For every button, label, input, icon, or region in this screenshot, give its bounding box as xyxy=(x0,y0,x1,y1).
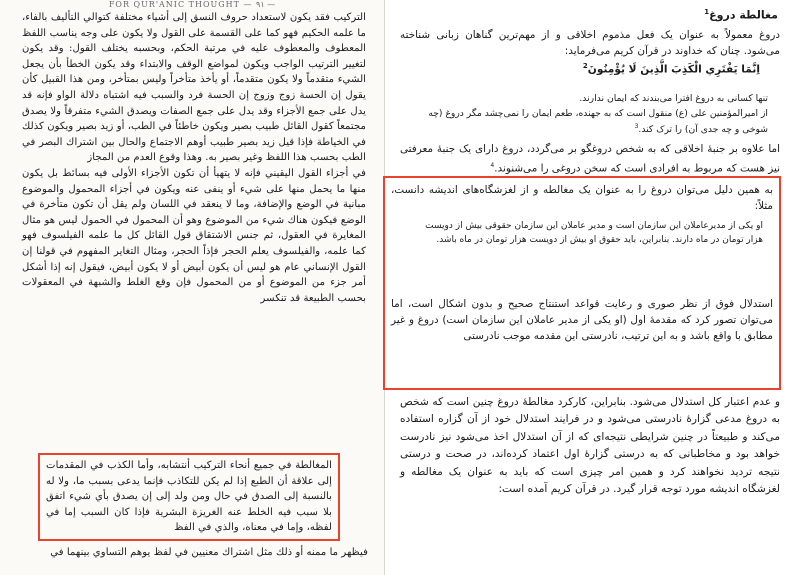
hadith-note-text: از امیرالمؤمنین علی (ع) منقول است که به جهنده، طعم ایمان را نمی‌چشد مگر دروغ (چه شوخی و چه جدی آن) را ترک کند. xyxy=(428,108,768,136)
epistemic-paragraph xyxy=(400,142,780,177)
quran-quote-text: اِنَّمَا يَفْتَرِي الْكَذِبَ الَّذِينَ لَا يُؤْمِنُونَ xyxy=(587,63,760,76)
quran-quote xyxy=(583,62,760,76)
left-body-paragraph: التركيب فقد يكون لاستعداد حروف النسق إلى أشياء مختلفة كتوالي التأليف بالفاء، ما علمه الحكيم فهو كما على القسمة على القول ولا يكون على وجه يناسب اللفظ المعطوف والمعطوف عليه في مرتبة الحكم، وبحسبه يختلف القول: وقد يكون لتغيير الترتيب الواجب ويكون لمواضع الوقف والابتداء وقد يكون الخطأ بأن يجعل الشيء متقدماً ولا يكون متقدماً، أو يأخذ متأخراً وليس بمتأخر، ومن هذا القبيل كأن يقول إن الحسة زوج وزوج إن الحسة فرد والسبب فيه اشتباه دلالة الواو فإنه قد يدل على جمع الأجزاء وقد يدل على جمع الصفات ويصدق الشيء متفرقاً ولا يصدق مجتمعاً كقول القائل طبيب بصير ويكون خاطئاً في الطب، أو زيد بصير ويكون كذلك في الخياطة فإذا قيل زيد بصير طبيب أوهم الاجتماع والحال بين اشتراك البصر في الطب بحسب هذا اللفظ وغير بصير به. وهذا وقوع العدم من المجاز xyxy=(22,12,366,164)
hadith-note xyxy=(410,107,768,136)
title-footnote-marker: 1 xyxy=(704,8,710,16)
highlight-analysis-paragraph: استدلال فوق از نظر صوری و رعایت قواعد استنتاج صحیح و بدون اشکال است، اما می‌توان تصور کرد که مقدمهٔ اول (او یکی از مدیر عاملان این سازمان است) دروغ و غیر مطابق با واقع باشد و به این ترتیب، نادرستی این مقدمه موجب نادرستی xyxy=(391,298,773,342)
closing-paragraph: و عدم اعتبار کل استدلال می‌شود. بنابراین، کارکرد مغالطهٔ دروغ چنین است که شخص به دروغ مدعی گزارهٔ نادرستی می‌شود و در فرایند استدلال خود از آن گزاره استفاده می‌کند و طبیعتاً در چنین شرایطی نتیجه‌ای که از آن استدلال اخذ می‌شود نیز نادرست خواهد بود و مخاطبانی که به درستی گزارهٔ اول اعتماد کرده‌اند، در صحت و درستی نتیجه تردید نخواهند کرد و همین امر چیزی است که باید به عنوان یک مغالطه و لغزشگاه اندیشه مورد توجه قرار گیرد. در قرآن کریم آمده است: xyxy=(400,396,780,496)
left-highlight-text: المغالطة في جميع أنحاء التركيب أنتشابه، وأما الكذب في المقدمات إلى علاقة أن الطبع إذا لم يكن للتكاذب فإنما يدعى بسبب ما، ولا له بالنسبة إلى الصدق في حال ومن ولد إلى إن يصدق بأي شيء اتفق بلا سبب فيه الخلط عنه الغريزة البشرية فإذا كان السبب إما في لفظه، وإما في معناه، والذي في الفظ xyxy=(46,460,332,534)
syllogism-example: او یکی از مدیرعاملان این سازمان است و مدیر عاملان این سازمان حقوقی بیش از دویست هزار تومان در ماه دارند. بنابراین، باید حقوق او بیش از دویست هزار تومان در ماه باشد. xyxy=(425,221,763,245)
epistemic-paragraph-text: اما علاوه بر جنبهٔ اخلاقی که به شخص دروغگو بر می‌گردد، دروغ دارای یک جنبهٔ معرفتی نیز هست که مربوط به افرادی است که سخن دروغی را می‌شنوند. xyxy=(400,143,780,175)
quote-footnote-marker: 2 xyxy=(582,62,588,70)
translation-note: تنها کسانی به دروغ افترا می‌بندند که ایمان ندارند. xyxy=(579,93,768,104)
left-highlight-box xyxy=(38,453,340,541)
section-title-text: مغالطة دروغ xyxy=(709,8,778,22)
left-page-header: FOR QUR'ANIC THOUGHT — ٩١ — xyxy=(108,0,276,9)
left-body-paragraph: في أجزاء القول اليقيني فإنه لا يتهيأ أن تكون الأجزاء الأولى فيه بسائط بل يكون منها ما يحمل منها على شيء أو ينفى عنه ويكون في أجزاء المحمول والموضوع مبانية في الوضع والإضافة، وما لا ينعقد في اللسان ولم يقل أن تكون متأخرة في الوضع فيكون هناك شيء من الموضوع وهو أن المحمول في الحمول ليس هو مثال المغايرة في العقول، ثم جنس الاشتقاق قول القائل كل ما علمه الفيلسوف فهو كما علمه، والفيلسوف يعلم الحجر فإذاً الحجر، ومثال التغاير المفهوم في قولنا إن القول الإنساني عام هو ليس أن يكون أبيض أو لا يكون أبيض، فيقول إنه إذا أشكل أمر جزء من الموضوع أو من المحمول فإن وقع الغلط والشبهة في المعقولات بحسب الطبيعة قد تنكسر xyxy=(22,167,366,304)
intro-paragraph: دروغ معمولاً به عنوان یک فعل مذموم اخلاقی و از مهم‌ترین گناهان زبانی شناخته می‌شود. چنان که خداوند در قرآن کریم می‌فرماید: xyxy=(400,29,780,57)
highlight-intro-line: به همین دلیل می‌توان دروغ را به عنوان یک مغالطه و از لغزشگاه‌های اندیشه دانست، مثلاً: xyxy=(391,184,773,212)
middle-footnote-marker: 4 xyxy=(490,161,495,169)
left-page-body xyxy=(0,10,384,306)
section-title xyxy=(704,8,778,22)
hadith-footnote-marker: 3 xyxy=(634,123,639,130)
left-bottom-line: فيظهر ما ممنه أو ذلك مثل اشتراك معنيين في لفظ يوهم التساوي بينهما في xyxy=(50,547,368,558)
right-highlight-box xyxy=(383,176,781,390)
